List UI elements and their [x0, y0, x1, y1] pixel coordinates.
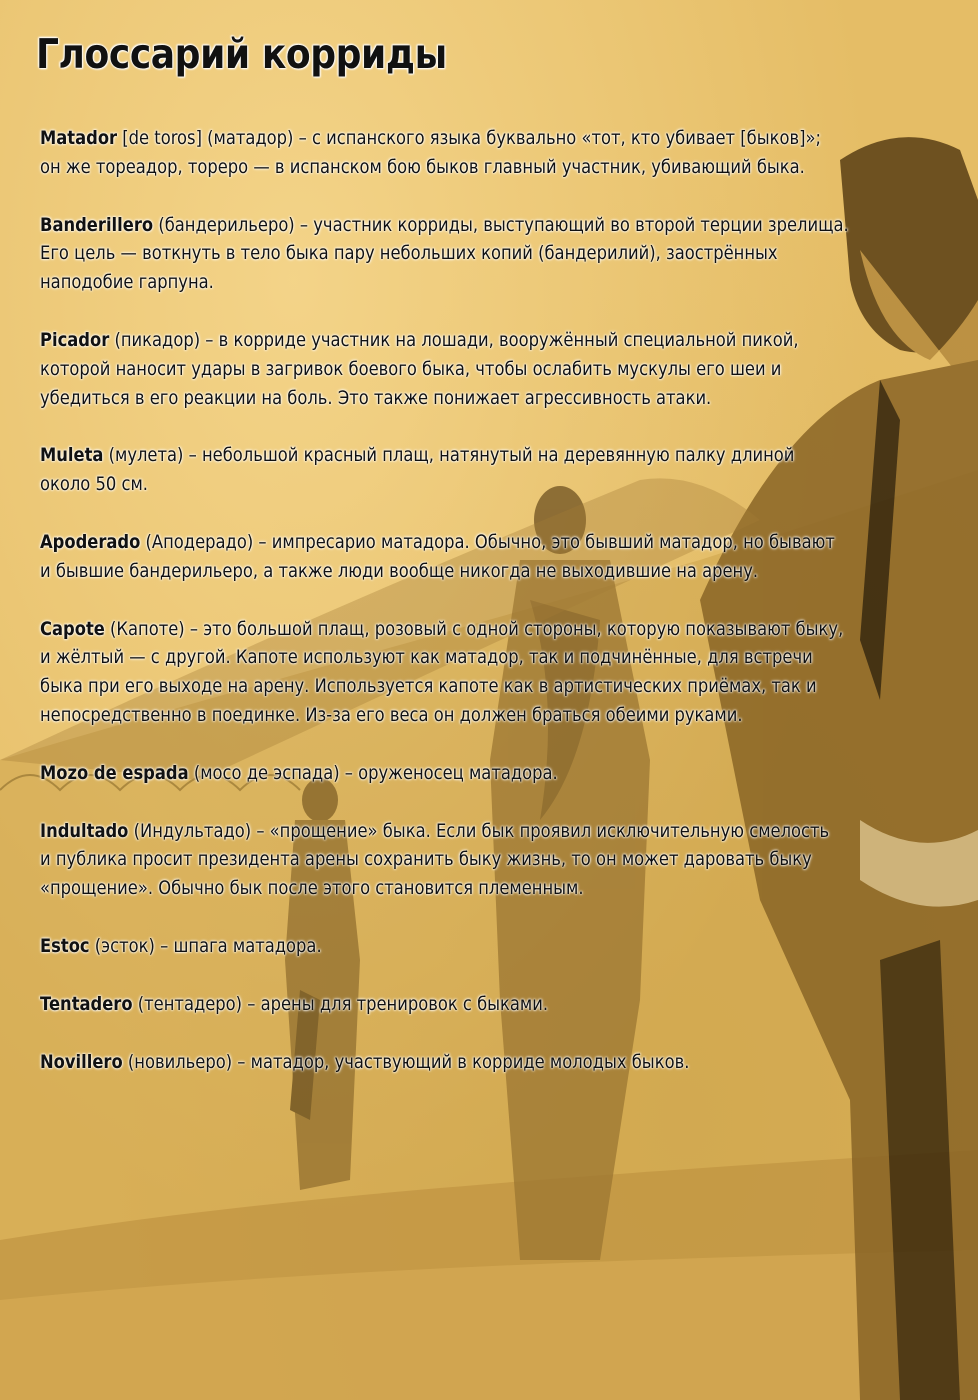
- glossary-entry-apoderado: [40, 528, 934, 586]
- entry-term: Matador: [40, 127, 118, 149]
- glossary-entry-estoc: [40, 932, 934, 961]
- entry-definition: (эсток) – шпага матадора.: [89, 934, 322, 957]
- entry-definition: (Капоте) – это большой плащ, розовый с одной стороны, которую показывают быку,: [104, 617, 844, 640]
- glossary-entry-indultado: [40, 817, 934, 903]
- glossary-entry-matador: [40, 124, 934, 182]
- glossary-entry-capote: [40, 615, 934, 730]
- entry-definition-line: которой наносит удары в загривок боевого быка, чтобы ослабить мускулы его шеи и: [40, 357, 782, 380]
- entry-definition-line: быка при его выходе на арену. Используется капоте как в артистических приёмах, так и: [40, 675, 817, 698]
- page-title: Глоссарий корриды: [36, 30, 447, 78]
- entry-definition: (новильеро) – матадор, участвующий в корриде молодых быков.: [122, 1050, 690, 1073]
- entry-definition: (мосо де эспада) – оруженосец матадора.: [188, 761, 558, 784]
- entry-term: Novillero: [40, 1050, 123, 1073]
- entry-definition: [de toros] (матадор) – с испанского языка буквально «тот, кто убивает [быков]»;: [117, 127, 821, 149]
- glossary-entry-novillero: [40, 1048, 934, 1077]
- entry-term: Picador: [40, 328, 110, 351]
- entry-term: Capote: [40, 617, 105, 640]
- entry-term: Muleta: [40, 444, 104, 467]
- entry-definition: (пикадор) – в корриде участник на лошади, вооружённый специальной пикой,: [109, 328, 799, 351]
- entry-definition: (бандерильеро) – участник корриды, выступающий во второй терции зрелища.: [153, 213, 849, 236]
- entry-term: Banderillero: [40, 213, 154, 236]
- entry-term: Indultado: [40, 819, 129, 842]
- glossary-entry-tentadero: [40, 990, 934, 1019]
- entry-definition-line: убедиться в его реакции на боль. Это также понижает агрессивность атаки.: [40, 386, 712, 409]
- entry-definition: (Аподерадо) – импресарио матадора. Обычно, это бывший матадор, но бывают: [140, 530, 835, 553]
- entry-definition-line: «прощение». Обычно бык после этого становится племенным.: [40, 877, 584, 900]
- entry-definition: (мулета) – небольшой красный плащ, натянутый на деревянную палку длиной: [103, 444, 795, 467]
- entry-term: Mozo de espada: [40, 761, 189, 784]
- glossary-entry-mozo-de-espada: [40, 759, 934, 788]
- entry-definition-line: и жёлтый — с другой. Капоте используют как матадор, так и подчинённые, для встречи: [40, 646, 813, 669]
- entry-definition-line: непосредственно в поединке. Из-за его веса он должен браться обеими руками.: [40, 703, 743, 726]
- entry-definition-line: наподобие гарпуна.: [40, 271, 214, 294]
- glossary-entry-muleta: [40, 441, 934, 499]
- entry-definition-line: около 50 см.: [40, 473, 148, 496]
- glossary-entry-picador: [40, 326, 934, 412]
- entry-term: Tentadero: [40, 992, 133, 1015]
- glossary-list: [40, 124, 940, 1105]
- entry-definition-line: он же тореадор, тореро — в испанском бою быков главный участник, убивающий быка.: [40, 155, 805, 178]
- entry-term: Apoderado: [40, 530, 141, 553]
- entry-definition-line: Его цель — воткнуть в тело быка пару небольших копий (бандерилий), заострённых: [40, 242, 778, 265]
- glossary-entry-banderillero: [40, 211, 934, 297]
- entry-term: Estoc: [40, 934, 90, 957]
- entry-definition-line: и бывшие бандерильеро, а также люди вообще никогда не выходившие на арену.: [40, 559, 759, 582]
- entry-definition-line: и публика просит президента арены сохранить быку жизнь, то он может даровать быку: [40, 848, 812, 871]
- entry-definition: (Индультадо) – «прощение» быка. Если бык проявил исключительную смелость: [128, 819, 830, 842]
- entry-definition: (тентадеро) – арены для тренировок с быками.: [132, 992, 549, 1015]
